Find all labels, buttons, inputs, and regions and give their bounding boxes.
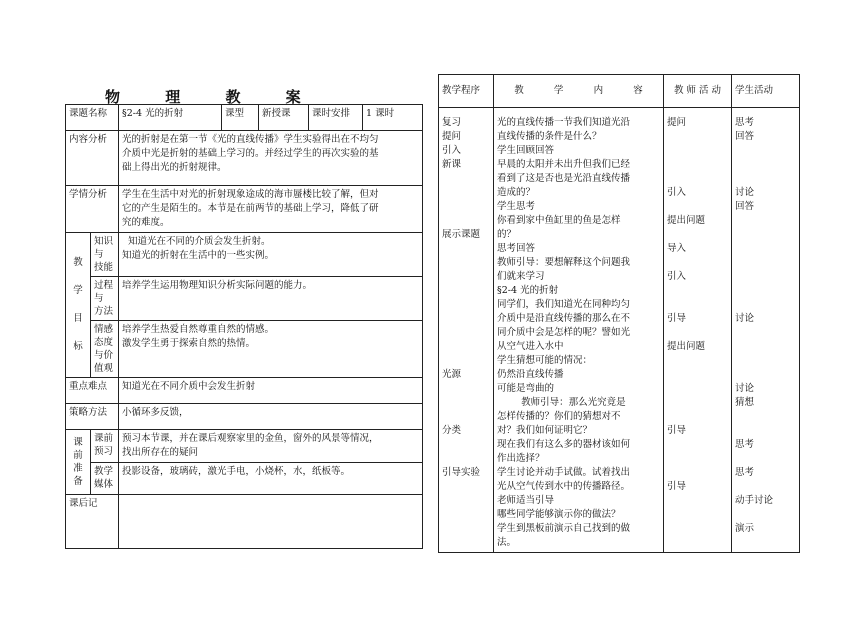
student-activity <box>735 228 796 242</box>
goal-knowledge-row <box>66 233 423 277</box>
student-activity <box>735 298 796 312</box>
teacher-activity: 引导 <box>667 425 687 436</box>
topic-row <box>66 105 423 131</box>
process-text: 培养学生运用物理知识分析实际问题的能力。 <box>119 277 423 321</box>
content-line: 法。 <box>497 537 517 548</box>
teacher-activity <box>667 438 728 452</box>
schedule-label: 课时安排 <box>309 105 363 131</box>
media-label: 教学 媒体 <box>91 463 119 495</box>
teacher-activity: 提出问题 <box>667 215 706 226</box>
teacher-activity <box>667 382 728 396</box>
prep-label: 课 前 准 备 <box>66 430 91 495</box>
teacher-activity: 引导 <box>667 481 687 492</box>
student-activity: 讨论 <box>735 313 755 324</box>
teacher-activity <box>667 508 728 522</box>
student-analysis-label: 学情分析 <box>66 186 119 233</box>
topic-value: §2-4 光的折射 <box>119 105 222 131</box>
teacher-header: 教 师 活 动 <box>664 75 732 108</box>
student-activity <box>735 256 796 270</box>
procedure-table <box>438 74 800 553</box>
content-line: 怎样传播的？你们的猜想对不 <box>497 411 621 422</box>
procedure-step <box>442 452 490 466</box>
procedure-header: 教学程序 <box>439 75 494 108</box>
content-analysis-label: 内容分析 <box>66 131 119 186</box>
preview-text: 预习本节课，并在课后观察家里的金鱼，窗外的风景等情况， 找出所存在的疑问 <box>119 430 423 463</box>
emotion-label: 情感 态度 与价 值观 <box>91 321 119 378</box>
goal-emotion-row <box>66 321 423 378</box>
preview-label: 课前 预习 <box>91 430 119 463</box>
student-activity: 讨论 <box>735 383 755 394</box>
content-line: 仍然沿直线传播 <box>497 369 564 380</box>
content-line: 看到了这是否也是光沿直线传播 <box>497 173 631 184</box>
topic-label: 课题名称 <box>66 105 119 131</box>
procedure-step <box>442 396 490 410</box>
schedule-value: 1 课时 <box>363 105 423 131</box>
key-points-text: 知道光在不同介质中会发生折射 <box>119 378 423 404</box>
content-line: 从空气进入水中 <box>497 341 564 352</box>
teacher-activity <box>667 354 728 368</box>
content-line: 现在我们有这么多的器材该如何 <box>497 439 631 450</box>
content-column <box>494 108 664 553</box>
procedure-step <box>442 200 490 214</box>
key-points-row <box>66 378 423 404</box>
procedure-step <box>442 186 490 200</box>
goals-label: 教 学 目 标 <box>66 233 91 378</box>
student-activity: 猜想 <box>735 397 755 408</box>
teacher-activity: 导入 <box>667 243 687 254</box>
student-activity: 演示 <box>735 523 755 534</box>
content-line: 们就来学习 <box>497 271 545 282</box>
content-line: 教师引导：那么光究竟是 <box>497 397 626 408</box>
student-activity <box>735 172 796 186</box>
procedure-step: 提问 <box>442 131 462 142</box>
procedure-step: 引入 <box>442 145 462 156</box>
procedure-step <box>442 172 490 186</box>
content-line: 同介质中会是怎样的呢？譬如光 <box>497 327 631 338</box>
procedure-step: 光源 <box>442 369 462 380</box>
procedure-step: 新课 <box>442 159 462 170</box>
procedure-column <box>439 108 494 553</box>
teacher-activity <box>667 130 728 144</box>
page-title: 物 理 教 案 <box>105 88 321 106</box>
content-line: 的？ <box>497 229 517 240</box>
student-activity <box>735 214 796 228</box>
teacher-activity <box>667 522 728 536</box>
student-activity <box>735 508 796 522</box>
student-activity <box>735 242 796 256</box>
procedure-step <box>442 326 490 340</box>
strategy-row <box>66 404 423 430</box>
content-line: 学生思考 <box>497 201 536 212</box>
procedure-step <box>442 340 490 354</box>
lesson-type-label: 课型 <box>222 105 259 131</box>
afterclass-label: 课后记 <box>66 495 119 549</box>
student-activity: 回答 <box>735 201 755 212</box>
content-line: 教师引导：要想解释这个问题我 <box>497 257 631 268</box>
student-activity: 讨论 <box>735 187 755 198</box>
student-activity: 思考 <box>735 439 755 450</box>
content-line: 光的直线传播一节我们知道光沿 <box>497 117 631 128</box>
procedure-step: 引导实验 <box>442 467 481 478</box>
media-text: 投影设备，玻璃砖，激光手电，小烧杯，水，纸板等。 <box>119 463 423 495</box>
student-analysis-row <box>66 186 423 233</box>
afterclass-text <box>119 495 423 549</box>
content-line: 学生猜想可能的情况： <box>497 355 593 366</box>
teacher-activity <box>667 228 728 242</box>
procedure-step <box>442 438 490 452</box>
teacher-activity <box>667 298 728 312</box>
strategy-label: 策略方法 <box>66 404 119 430</box>
content-analysis-text: 光的折射是在第一节《光的直线传播》学生实验得出在不均匀 介质中光是折射的基础上学习的。并经过学生的再次实验的基 础上得出光的折射规律。 <box>119 131 423 186</box>
student-activity <box>735 424 796 438</box>
procedure-step <box>442 354 490 368</box>
content-line: 可能是弯曲的 <box>497 383 555 394</box>
content-line: 老师适当引导 <box>497 495 555 506</box>
student-activity <box>735 480 796 494</box>
lesson-info-table <box>65 104 423 549</box>
procedure-step <box>442 270 490 284</box>
teacher-activity <box>667 172 728 186</box>
teacher-activity <box>667 144 728 158</box>
teacher-activity <box>667 368 728 382</box>
student-activity <box>735 368 796 382</box>
procedure-step: 展示课题 <box>442 229 481 240</box>
procedure-step <box>442 494 490 508</box>
content-line: 学生回顾回答 <box>497 145 555 156</box>
procedure-step <box>442 508 490 522</box>
student-activity: 回答 <box>735 131 755 142</box>
content-line: 光从空气传到水中的传播路径。 <box>497 481 631 492</box>
teacher-activity <box>667 410 728 424</box>
student-activity <box>735 284 796 298</box>
content-line: 你看到家中鱼缸里的鱼是怎样 <box>497 215 621 226</box>
process-label: 过程 与 方法 <box>91 277 119 321</box>
lesson-type-value: 新授课 <box>259 105 309 131</box>
procedure-body-row <box>439 108 800 553</box>
content-line: 早晨的太阳并未出升但我们已经 <box>497 159 631 170</box>
afterclass-row <box>66 495 423 549</box>
teacher-activity <box>667 452 728 466</box>
teacher-activity: 引导 <box>667 313 687 324</box>
student-activity <box>735 144 796 158</box>
content-line: 直线传播的条件是什么？ <box>497 131 602 142</box>
teacher-activity: 引入 <box>667 271 687 282</box>
procedure-step: 分类 <box>442 425 462 436</box>
content-line: 作出选择？ <box>497 453 545 464</box>
teacher-column <box>664 108 732 553</box>
content-line: 介质中是沿直线传播的那么在不 <box>497 313 631 324</box>
student-activity <box>735 354 796 368</box>
teacher-activity: 提问 <box>667 117 687 128</box>
content-line: 造成的？ <box>497 187 536 198</box>
procedure-step <box>442 382 490 396</box>
student-activity: 思考 <box>735 467 755 478</box>
teacher-activity: 引入 <box>667 187 687 198</box>
procedure-step <box>442 312 490 326</box>
procedure-step <box>442 522 490 536</box>
teacher-activity <box>667 256 728 270</box>
procedure-step <box>442 284 490 298</box>
content-header: 教 学 内 容 <box>494 75 664 108</box>
teacher-activity <box>667 396 728 410</box>
student-activity <box>735 326 796 340</box>
student-header: 学生活动 <box>732 75 800 108</box>
procedure-step <box>442 480 490 494</box>
teacher-activity: 提出问题 <box>667 341 706 352</box>
strategy-text: 小循环多反馈， <box>119 404 423 430</box>
content-line: 哪些同学能够演示你的做法？ <box>497 509 621 520</box>
student-activity: 思考 <box>735 117 755 128</box>
knowledge-text: 知道光在不同的介质会发生折射。 知道光的折射在生活中的一些实例。 <box>119 233 423 277</box>
procedure-step: 复习 <box>442 117 462 128</box>
teacher-activity <box>667 158 728 172</box>
goal-process-row <box>66 277 423 321</box>
prep-media-row <box>66 463 423 495</box>
content-line: 思考回答 <box>497 243 536 254</box>
procedure-step <box>442 410 490 424</box>
student-activity <box>735 340 796 354</box>
procedure-step <box>442 298 490 312</box>
teacher-activity <box>667 536 728 550</box>
key-points-label: 重点难点 <box>66 378 119 404</box>
knowledge-label: 知识 与 技能 <box>91 233 119 277</box>
prep-preview-row <box>66 430 423 463</box>
content-line: 学生讨论并动手试做。试着找出 <box>497 467 631 478</box>
student-activity <box>735 410 796 424</box>
student-analysis-text: 学生在生活中对光的折射现象途成的海市蜃楼比较了解，但对 它的产生是陌生的。本节是在前两节的基础上学习，降低了研 究的难度。 <box>119 186 423 233</box>
content-line: 对？我们如何证明它？ <box>497 425 593 436</box>
student-column <box>732 108 800 553</box>
teacher-activity <box>667 326 728 340</box>
procedure-header-row <box>439 75 800 108</box>
content-line: §2-4 光的折射 <box>497 285 559 296</box>
teacher-activity <box>667 200 728 214</box>
student-activity <box>735 536 796 550</box>
teacher-activity <box>667 284 728 298</box>
emotion-text: 培养学生热爱自然尊重自然的情感。 激发学生勇于探索自然的热情。 <box>119 321 423 378</box>
content-line: 学生到黑板前演示自己找到的做 <box>497 523 631 534</box>
procedure-step <box>442 256 490 270</box>
student-activity <box>735 270 796 284</box>
teacher-activity <box>667 494 728 508</box>
procedure-step <box>442 242 490 256</box>
content-analysis-row <box>66 131 423 186</box>
student-activity: 动手讨论 <box>735 495 774 506</box>
teacher-activity <box>667 466 728 480</box>
procedure-step <box>442 214 490 228</box>
content-line: 同学们，我们知道光在同种均匀 <box>497 299 631 310</box>
student-activity <box>735 158 796 172</box>
student-activity <box>735 452 796 466</box>
